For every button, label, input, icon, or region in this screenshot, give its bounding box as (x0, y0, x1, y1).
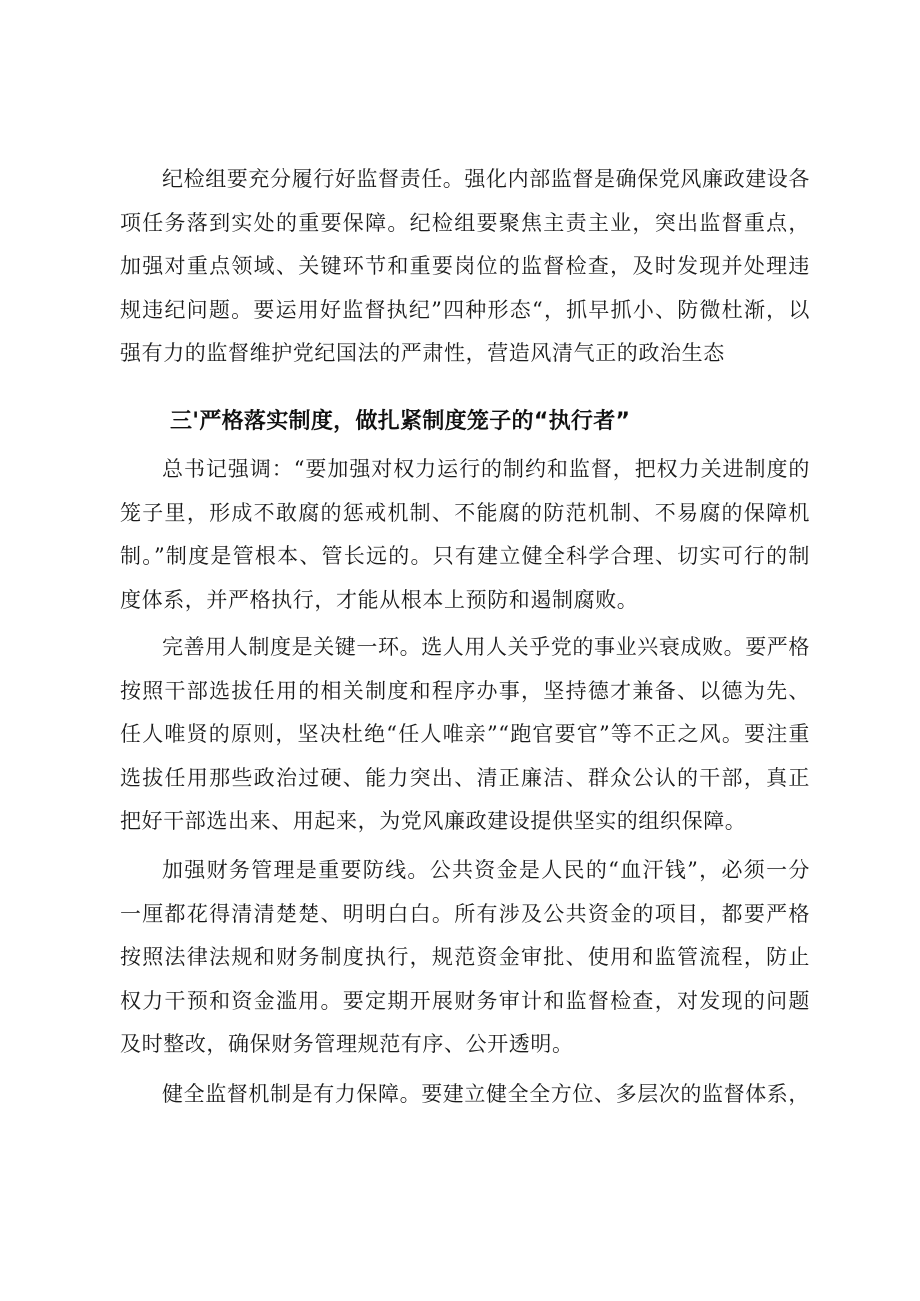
paragraph-system-quote: 总书记强调：“要加强对权力运行的制约和监督，把权力关进制度的笼子里，形成不敢腐的惩戒机制、不能腐的防范机制、不易腐的保障机制。”制度是管根本、管长远的。只有建立健全科学合理、切实可行的制度体系，并严格执行，才能从根本上预防和遏制腐败。 (120, 457, 810, 612)
paragraph-personnel-system: 完善用人制度是关键一环。选人用人关乎党的事业兴衰成败。要严格按照干部选拔任用的相关制度和程序办事，坚持德才兼备、以德为先、任人唯贤的原则，坚决杜绝“任人唯亲”“跑官要官”等不正之风。要注重选拔任用那些政治过硬、能力突出、清正廉洁、群众公认的干部，真正把好干部选出来、用起来，为党风廉政建设提供坚实的组织保障。 (120, 635, 810, 833)
paragraph-financial-management: 加强财务管理是重要防线。公共资金是人民的“血汗钱”，必须一分一厘都花得清清楚楚、明明白白。所有涉及公共资金的项目，都要严格按照法律法规和财务制度执行，规范资金审批、使用和监管流程，防止权力干预和资金滥用。要定期开展财务审计和监督检查，对发现的问题及时整改，确保财务管理规范有序、公开透明。 (120, 858, 810, 1056)
section-heading: 三'严格落实制度，做扎紧制度笼子的“执行者” (170, 409, 631, 434)
paragraph-supervision-duty: 纪检组要充分履行好监督责任。强化内部监督是确保党风廉政建设各项任务落到实处的重要保障。纪检组要聚焦主责主业，突出监督重点，加强对重点领域、关键环节和重要岗位的监督检查，及时发现并处理违规违纪问题。要运用好监督执纪”四种形态“，抓早抓小、防微杜渐，以强有力的监督维护党纪国法的严肃性，营造风清气正的政治生态 (120, 167, 810, 365)
paragraph-supervision-mechanism: 健全监督机制是有力保障。要建立健全全方位、多层次的监督体系， (162, 1082, 810, 1106)
